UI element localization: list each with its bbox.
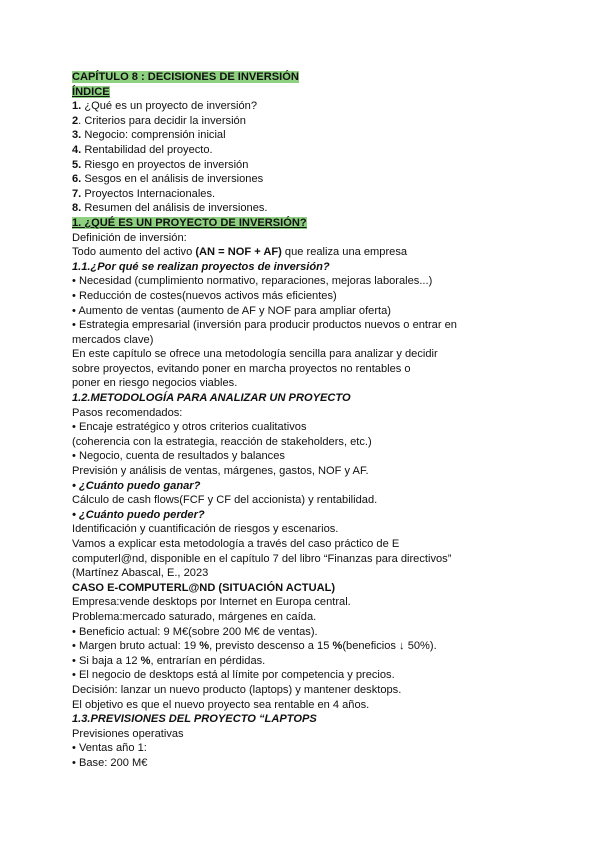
chapter-title: CAPÍTULO 8 : DECISIONES DE INVERSIÓN [72, 71, 299, 83]
index-item: 6. Sesgos en el análisis de inversiones [72, 173, 264, 186]
step-item: Previsión y análisis de ventas, márgenes, gastos, NOF y AF. [72, 465, 369, 478]
step-item: • Negocio, cuenta de resultados y balances [72, 450, 285, 463]
gain-answer: Cálculo de cash flows(FCF y CF del accionista) y rentabilidad. [72, 494, 378, 507]
case-intro-line: (Martínez Abascal, E., 2023 [72, 567, 209, 580]
case-line: • Si baja a 12 %, entrarían en pérdidas. [72, 654, 266, 667]
steps-label: Pasos recomendados: [72, 406, 183, 419]
definition-label: Definición de inversión: [72, 231, 187, 244]
case-line: • Margen bruto actual: 19 %, previsto descenso a 15 %(beneficios ↓ 50%). [72, 640, 437, 653]
step-item: (coherencia con la estrategia, reacción de stakeholders, etc.) [72, 435, 372, 448]
paragraph-line: poner en riesgo negocios viables. [72, 377, 238, 390]
paragraph-line: sobre proyectos, evitando poner en marcha proyectos no rentables o [72, 362, 411, 375]
index-item: 3. Negocio: comprensión inicial [72, 129, 226, 142]
forecast-line: Previsiones operativas [72, 727, 184, 740]
index-item: 1. ¿Qué es un proyecto de inversión? [72, 100, 258, 113]
definition-text: Todo aumento del activo (AN = NOF + AF) que realiza una empresa [72, 246, 408, 259]
index-item: 5. Riesgo en proyectos de inversión [72, 158, 249, 171]
index-item: 7. Proyectos Internacionales. [72, 187, 216, 200]
subheading-1-1: 1.1.¿Por qué se realizan proyectos de inversión? [72, 260, 330, 273]
document-page [72, 70, 542, 771]
index-heading: ÍNDICE [72, 85, 110, 98]
reason-item: • Aumento de ventas (aumento de AF y NOF para ampliar oferta) [72, 304, 391, 317]
case-line: Decisión: lanzar un nuevo producto (laptops) y mantener desktops. [72, 683, 402, 696]
case-line: El objetivo es que el nuevo proyecto sea rentable en 4 años. [72, 698, 370, 711]
forecast-line: • Ventas año 1: [72, 742, 147, 755]
loss-answer: Identificación y cuantificación de riesgos y escenarios. [72, 523, 339, 536]
gain-question: • ¿Cuánto puedo ganar? [72, 479, 201, 492]
step-item: • Encaje estratégico y otros criterios cualitativos [72, 421, 307, 434]
index-list [72, 99, 542, 216]
subheading-1-2: 1.2.METODOLOGÍA PARA ANALIZAR UN PROYECTO [72, 392, 351, 405]
case-line: • El negocio de desktops está al límite por competencia y precios. [72, 669, 395, 682]
forecast-line: • Base: 200 M€ [72, 756, 148, 769]
case-line: Empresa:vende desktops por Internet en Europa central. [72, 596, 351, 609]
reason-item: • Estrategia empresarial (inversión para producir productos nuevos o entrar en [72, 319, 457, 332]
case-line: • Beneficio actual: 9 M€(sobre 200 M€ de ventas). [72, 625, 318, 638]
reason-item: mercados clave) [72, 333, 154, 346]
index-item: 2. Criterios para decidir la inversión [72, 114, 246, 127]
index-item: 8. Resumen del análisis de inversiones. [72, 202, 268, 215]
case-intro-line: Vamos a explicar esta metodología a través del caso práctico de E [72, 538, 400, 550]
paragraph-line: En este capítulo se ofrece una metodología sencilla para analizar y decidir [72, 348, 438, 361]
case-intro-line: computerl@nd, disponible en el capítulo 7 del libro “Finanzas para directivos” [72, 552, 452, 565]
case-heading: CASO E-COMPUTERL@ND (SITUACIÓN ACTUAL) [72, 581, 336, 594]
reason-item: • Necesidad (cumplimiento normativo, reparaciones, mejoras laborales...) [72, 275, 433, 288]
reason-item: • Reducción de costes(nuevos activos más eficientes) [72, 289, 337, 302]
case-line: Problema:mercado saturado, márgenes en caída. [72, 610, 317, 623]
loss-question: • ¿Cuánto puedo perder? [72, 508, 205, 521]
section1-heading: 1. ¿QUÉ ES UN PROYECTO DE INVERSIÓN? [72, 216, 307, 229]
index-item: 4. Rentabilidad del proyecto. [72, 143, 213, 156]
subheading-1-3: 1.3.PREVISIONES DEL PROYECTO “LAPTOPS [72, 713, 317, 726]
